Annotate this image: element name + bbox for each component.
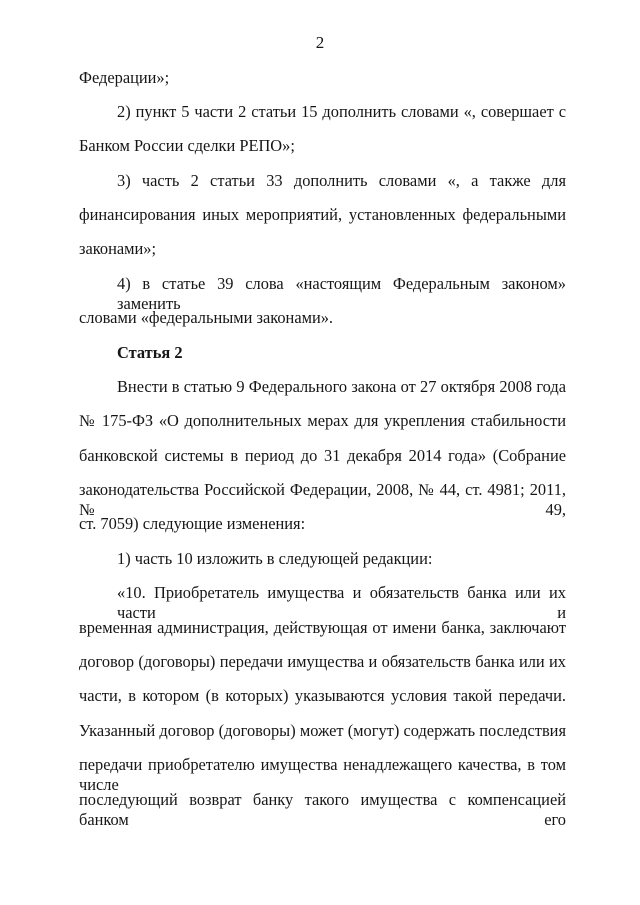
text-line: ст. 7059) следующие изменения: bbox=[79, 514, 306, 533]
text-line: «10. Приобретатель имущества и обязательств банка или их части и bbox=[117, 583, 566, 622]
text-line: договор (договоры) передачи имущества и обязательств банка или их bbox=[79, 652, 566, 671]
text-line: законами»; bbox=[79, 239, 157, 258]
text-line: Федерации»; bbox=[79, 68, 170, 87]
text-line: 1) часть 10 изложить в следующей редакции: bbox=[117, 549, 433, 568]
text-line: 4) в статье 39 слова «настоящим Федеральным законом» заменить bbox=[117, 274, 566, 313]
text-line: временная администрация, действующая от имени банка, заключают bbox=[79, 618, 566, 637]
text-line: законодательства Российской Федерации, 2008, № 44, ст. 4981; 2011, № 49, bbox=[79, 480, 566, 519]
text-line: словами «федеральными законами». bbox=[79, 308, 334, 327]
text-line: 3) часть 2 статьи 33 дополнить словами «, а также для bbox=[117, 171, 566, 190]
text-line: Внести в статью 9 Федерального закона от 27 октября 2008 года bbox=[117, 377, 566, 396]
text-line: Указанный договор (договоры) может (могут) содержать последствия bbox=[79, 721, 566, 740]
text-line: 2) пункт 5 части 2 статьи 15 дополнить словами «, совершает с bbox=[117, 102, 566, 121]
text-line: № 175-ФЗ «О дополнительных мерах для укрепления стабильности bbox=[79, 411, 566, 430]
text-line: финансирования иных мероприятий, установленных федеральными bbox=[79, 205, 566, 224]
page-number: 2 bbox=[315, 33, 325, 52]
text-line: последующий возврат банку такого имущества с компенсацией банком его bbox=[79, 790, 566, 829]
text-line: Банком России сделки РЕПО»; bbox=[79, 136, 295, 155]
article-heading: Статья 2 bbox=[117, 343, 183, 362]
text-line: банковской системы в период до 31 декабря 2014 года» (Собрание bbox=[79, 446, 566, 465]
text-line: передачи приобретателю имущества ненадлежащего качества, в том числе bbox=[79, 755, 566, 794]
text-line: части, в котором (в которых) указываются условия такой передачи. bbox=[79, 686, 566, 705]
